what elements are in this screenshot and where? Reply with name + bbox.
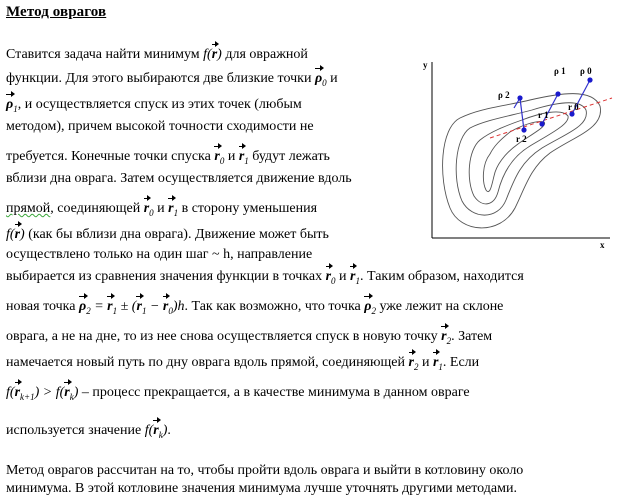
- text-run: . Таким образом, находится: [359, 269, 524, 284]
- text-run: , соединяющей: [50, 201, 144, 216]
- document-title: Метод оврагов: [6, 4, 107, 20]
- text-run: и: [335, 269, 351, 284]
- formula-f-r: f(r): [6, 227, 25, 242]
- text-run: , и осуществляется спуск из этих точек (любым: [17, 97, 302, 112]
- text-run: (как бы вблизи дна оврага). Движение может быть: [24, 227, 329, 242]
- paragraph-line-12: [6, 328, 492, 350]
- paragraph-line-4: [6, 118, 314, 136]
- point-labels: [498, 66, 592, 144]
- paragraph-line-7: [6, 200, 317, 222]
- paragraph-line-9: [6, 246, 312, 264]
- text-run: и: [326, 71, 338, 86]
- paragraph-line-8: [6, 226, 329, 244]
- text-run: будут лежать: [248, 149, 330, 164]
- paragraph-line-2: [6, 70, 338, 92]
- paragraph-line-1: [6, 46, 308, 64]
- text-run: новая точка: [6, 299, 79, 314]
- text-run: функции. Для этого выбираются две близкие точки: [6, 71, 315, 86]
- text-run: Метод оврагов рассчитан на то, чтобы пройти вдоль оврага и выйти в котловину около: [6, 463, 524, 478]
- text-run: прямой: [6, 201, 51, 216]
- paragraph-line-14: [6, 384, 470, 406]
- text-run: используется значение: [6, 423, 145, 438]
- formula-f-r: f(r): [203, 47, 222, 62]
- paragraph-line-10: [6, 268, 524, 290]
- label-r1: r 1: [538, 110, 549, 120]
- formula-rho1: $\rho_1$: [6, 97, 18, 114]
- text-run: – процесс прекращается, а в качестве минимума в данном овраге: [78, 385, 470, 400]
- text-run: минимума. В этой котловине значения минимума лучше уточнять другими методами.: [6, 481, 517, 496]
- text-run: методом), причем высокой точности сходимости не: [6, 119, 314, 134]
- paragraph-line-5: [6, 148, 330, 170]
- text-run: намечается новый путь по дну оврага вдоль прямой, соединяющей: [6, 355, 409, 370]
- x-axis-label: x: [600, 240, 605, 250]
- label-rho2: ρ 2: [498, 90, 510, 100]
- text-run: .: [167, 423, 171, 438]
- text-run: . Так как возможно, что точка: [184, 299, 365, 314]
- formula-r1: $r_1$: [238, 149, 249, 166]
- text-run: в сторону уменьшения: [178, 201, 318, 216]
- formula-r1: $r_1$: [432, 355, 443, 372]
- text-run: выбирается из сравнения значения функции в точках: [6, 269, 326, 284]
- formula-rho0: $\rho_0$: [314, 71, 327, 88]
- paragraph-line-17: [6, 480, 517, 498]
- text-run: вблизи дна оврага. Затем осуществляется движение вдоль: [6, 171, 352, 186]
- formula-r2: $r_2$: [441, 329, 452, 346]
- formula-r1: $r_1$: [168, 201, 179, 218]
- text-run: и: [224, 149, 239, 164]
- paragraph-line-13: [6, 354, 479, 376]
- text-run: осуществлено только на один шаг ~ h, направление: [6, 247, 313, 262]
- label-rho0: ρ 0: [580, 66, 592, 76]
- paragraph-line-6: [6, 170, 352, 188]
- text-run: для овражной: [221, 47, 308, 62]
- paragraph-line-16: [6, 462, 523, 480]
- label-rho1: ρ 1: [554, 66, 566, 76]
- formula-r2: $r_2$: [408, 355, 419, 372]
- formula-r1: $r_1$: [350, 269, 360, 286]
- text-run: уже лежит на склоне: [375, 299, 504, 314]
- formula-stop-condition: $f(r_{k+1}) > f(r_k)$: [6, 385, 79, 402]
- formula-f-rk: $f(r_k)$: [144, 423, 168, 440]
- y-axis-label: y: [423, 60, 428, 70]
- text-run: . Если: [442, 355, 480, 370]
- formula-rho2: $\rho_2$: [364, 299, 376, 316]
- label-r0: r 0: [568, 102, 579, 112]
- formula-r0: $r_0$: [325, 269, 336, 286]
- paragraph-line-11: [6, 298, 503, 320]
- formula-r0: $r_0$: [214, 149, 225, 166]
- formula-rho2-update: $\rho_2 = r_1 \pm (r_1 - r_0)h$: [79, 299, 185, 316]
- text-run: оврага, а не на дне, то из нее снова осуществляется спуск в новую точку: [6, 329, 442, 344]
- formula-r0: $r_0$: [143, 201, 154, 218]
- paragraph-line-3: [6, 96, 302, 118]
- label-r2: r 2: [516, 134, 527, 144]
- text-run: и: [153, 201, 169, 216]
- text-run: Ставится задача найти минимум: [6, 47, 204, 62]
- descent-paths: [514, 80, 590, 130]
- paragraph-line-15: [6, 422, 171, 444]
- ravine-bottom-dashed-line: [490, 98, 612, 138]
- ravine-figure: [420, 58, 620, 253]
- text-run: . Затем: [451, 329, 493, 344]
- text-run: требуется. Конечные точки спуска: [6, 149, 215, 164]
- text-run: и: [418, 355, 433, 370]
